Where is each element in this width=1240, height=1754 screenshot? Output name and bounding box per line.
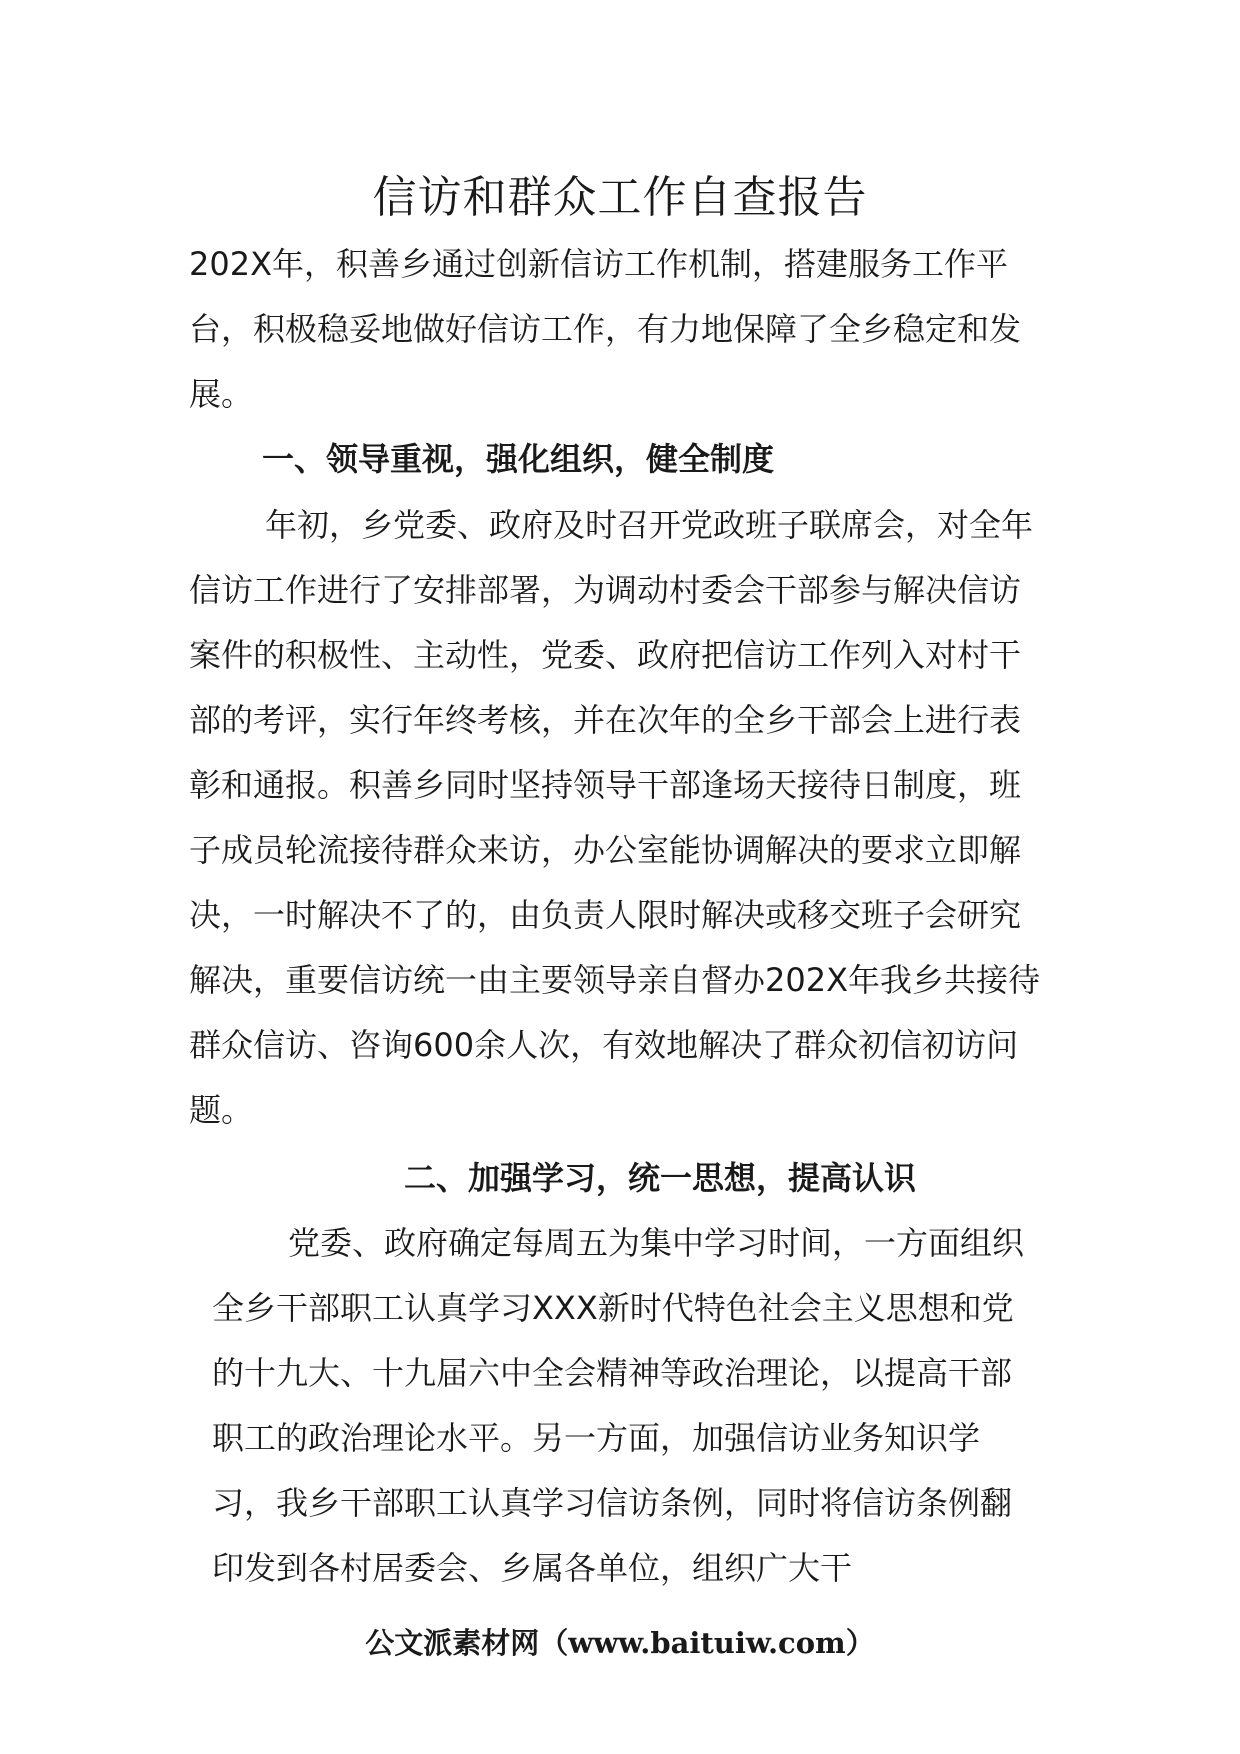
intro-paragraph: 202X年，积善乡通过创新信访工作机制，搭建服务工作平台，积极稳妥地做好信访工作，有力地保障了全乡稳定和发展。 <box>189 245 1022 413</box>
document-title: 信访和群众工作自查报告 <box>372 172 868 223</box>
section-1-heading: 一、领导重视，强化组织，健全制度 <box>262 440 775 478</box>
footer-watermark: 公文派素材网（www.baituiw.com） <box>365 1626 875 1660</box>
section-1-paragraph: 年初，乡党委、政府及时召开党政班子联席会，对全年信访工作进行了安排部署，为调动村委会干部参与解决信访案件的积极性、主动性，党委、政府把信访工作列入对村干部的考评，实行年终考核，并在次年的全乡干部会上进行表彰和通报。积善乡同时坚持领导干部逢场天接待日制度，班子成员轮流接待群众来访，办公室能协调解决的要求立即解决，一时解决不了的，由负责人限时解决或移交班子会研究解决，重要信访统一由主要领导亲自督办202X年我乡共接待群众信访、咨询600余人次，有效地解决了群众初信初访问题。 <box>189 506 1041 1129</box>
section-2-heading: 二、加强学习，统一思想，提高认识 <box>403 1159 916 1197</box>
section-2-paragraph: 党委、政府确定每周五为集中学习时间，一方面组织全乡干部职工认真学习XXX新时代特色社会主义思想和党的十九大、十九届六中全会精神等政治理论，以提高干部职工的政治理论水平。另一方面，加强信访业务知识学习，我乡干部职工认真学习信访条例，同时将信访条例翻印发到各村居委会、乡属各单位，组织广大干 <box>212 1224 1025 1587</box>
